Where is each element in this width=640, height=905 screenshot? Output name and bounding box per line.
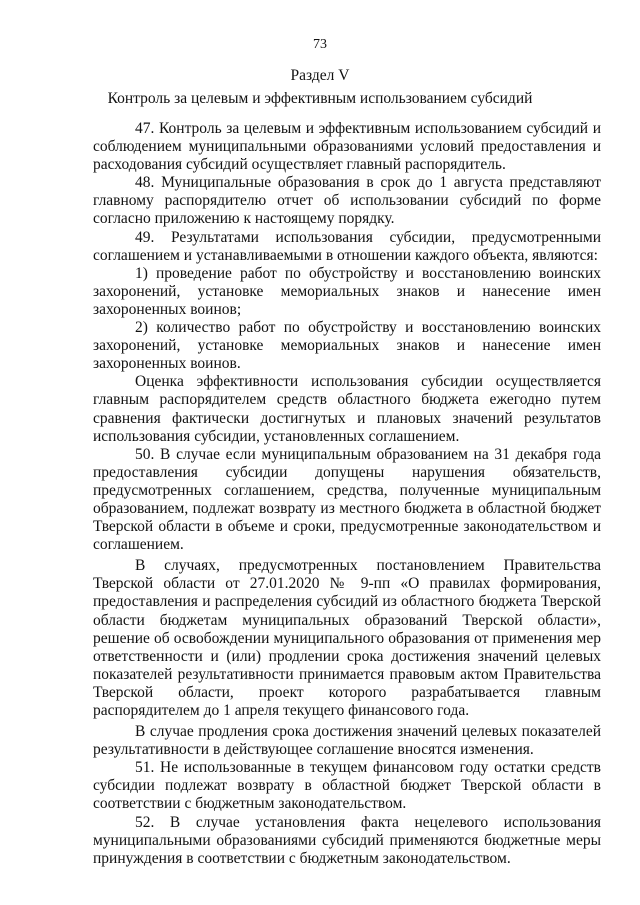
paragraph-52: 52. В случае установления факта нецелевого использования муниципальными образованиями субсидий применяются бюджетные меры принуждения в соответствии с бюджетным законодательством. bbox=[93, 813, 601, 867]
section-title: Контроль за целевым и эффективным использованием субсидий bbox=[107, 90, 533, 107]
paragraph-extension: В случае продления срока достижения значений целевых показателей результативности в действующее соглашение вносятся изменения. bbox=[93, 723, 601, 759]
paragraph-48: 48. Муниципальные образования в срок до 1 августа представляют главному распорядителю отчет об использовании субсидий по форме согласно приложению к настоящему порядку. bbox=[93, 174, 601, 228]
paragraph-47: 47. Контроль за целевым и эффективным использованием субсидий и соблюдением муниципальными образованиями условий предоставления и расходования субсидий осуществляет главный распорядитель. bbox=[93, 120, 601, 174]
section-heading: Раздел V bbox=[290, 67, 350, 84]
paragraph-49: 49. Результатами использования субсидии, предусмотренными соглашением и устанавливаемыми в отношении каждого объекта, являются: bbox=[93, 228, 601, 264]
page-number: 73 bbox=[313, 37, 327, 52]
document-body bbox=[93, 120, 601, 868]
paragraph-50: 50. В случае если муниципальным образованием на 31 декабря года предоставления субсидии допущены нарушения обязательств, предусмотренных соглашением, средства, полученные муниципальным образованием, подлежат возврату из местного бюджета в областной бюджет Тверской области в объеме и сроки, предусмотренные законодательством и соглашением. bbox=[93, 445, 601, 554]
list-item-2: 2) количество работ по обустройству и восстановлению воинских захоронений, установке мемориальных знаков и нанесение имен захороненных воинов. bbox=[93, 319, 601, 373]
paragraph-51: 51. Не использованные в текущем финансовом году остатки средств субсидии подлежат возврату в областной бюджет Тверской области в соответствии с бюджетным законодательством. bbox=[93, 759, 601, 813]
paragraph-exemptions: В случаях, предусмотренных постановлением Правительства Тверской области от 27.01.2020 № 9-пп «О правилах формирования, предоставления и распределения субсидий из областного бюджета Тверской области бюджетам муниципальных образований Тверской области», решение об освобождении муниципального образования от применения мер ответственности и (или) продлении срока достижения значений целевых показателей результативности принимается правовым актом Правительства Тверской области, проект которого разрабатывается главным распорядителем до 1 апреля текущего финансового года. bbox=[93, 557, 601, 719]
paragraph-evaluation: Оценка эффективности использования субсидии осуществляется главным распорядителем средств областного бюджета ежегодно путем сравнения фактически достигнутых и плановых значений результатов использования субсидии, установленных соглашением. bbox=[93, 373, 601, 445]
list-item-1: 1) проведение работ по обустройству и восстановлению воинских захоронений, установке мемориальных знаков и нанесение имен захороненных воинов; bbox=[93, 264, 601, 318]
